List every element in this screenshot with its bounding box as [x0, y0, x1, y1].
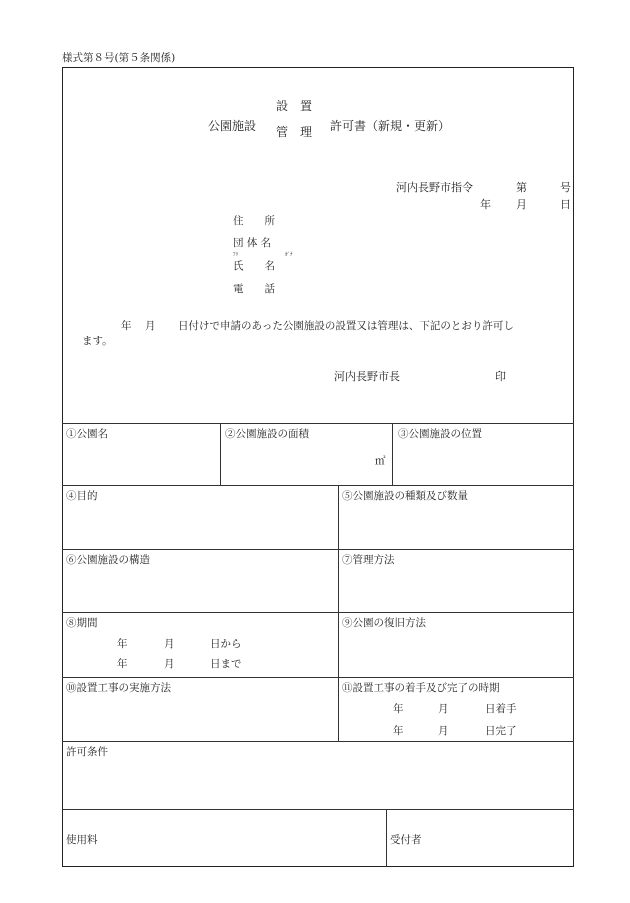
field-park-name-label: ①公園名: [66, 428, 108, 440]
issue-number-prefix: 河内長野市指令: [396, 181, 473, 194]
field-restoration-label: ⑨公園の復旧方法: [342, 617, 426, 629]
row-divider-2: [62, 485, 574, 486]
issue-date-month: 月: [516, 198, 527, 211]
issue-number-go: 号: [560, 181, 571, 194]
timing-start-day: 日着手: [485, 703, 517, 715]
row-divider-1: [62, 423, 574, 424]
col-divider-row1-a: [220, 423, 221, 485]
issue-number-dai: 第: [516, 181, 527, 194]
period-from-month: 月: [164, 638, 175, 650]
applicant-name-ruby-right: ｶﾞﾅ: [285, 252, 293, 258]
title-prefix: 公園施設: [208, 119, 257, 133]
body-month: 月: [145, 320, 156, 332]
col-divider-row1-b: [392, 423, 393, 485]
body-year: 年: [121, 320, 132, 332]
timing-start-year: 年: [393, 703, 404, 715]
field-conditions-label: 許可条件: [66, 746, 108, 758]
body-text-line2: ます。: [82, 335, 113, 347]
col-divider-middle: [338, 485, 339, 741]
body-text-line1: 日付けで申請のあった公園施設の設置又は管理は、下記のとおり許可し: [178, 320, 514, 332]
field-fee-label: 使用料: [66, 834, 98, 846]
field-receiver-label: 受付者: [390, 834, 422, 846]
issue-date-year: 年: [480, 198, 491, 211]
period-to-month: 月: [164, 658, 175, 670]
period-to-day: 日まで: [210, 658, 242, 670]
area-unit: ㎡: [375, 455, 386, 467]
issuer-name: 河内長野市長: [334, 370, 400, 383]
timing-end-month: 月: [438, 725, 449, 737]
col-divider-bottom: [386, 809, 387, 867]
field-facility-location-label: ③公園施設の位置: [398, 428, 482, 440]
applicant-name-label: 氏 名: [233, 260, 275, 272]
timing-end-year: 年: [393, 725, 404, 737]
timing-end-day: 日完了: [485, 725, 517, 737]
title-suffix: 許可書（新規・更新）: [330, 119, 451, 133]
row-divider-6: [62, 741, 574, 742]
field-facility-area-label: ②公園施設の面積: [225, 428, 309, 440]
field-management-label: ⑦管理方法: [342, 554, 395, 566]
field-facility-type-label: ⑤公園施設の種類及び数量: [342, 490, 468, 502]
period-from-year: 年: [117, 638, 128, 650]
applicant-group-label: 団 体 名: [233, 237, 272, 249]
period-from-day: 日から: [210, 638, 242, 650]
field-purpose-label: ④目的: [66, 490, 98, 502]
row-divider-5: [62, 677, 574, 678]
field-construction-method-label: ⑩設置工事の実施方法: [66, 682, 171, 694]
applicant-name-ruby-left: ﾌﾘ: [233, 252, 239, 258]
seal-mark: 印: [495, 370, 506, 383]
applicant-phone-label: 電 話: [233, 283, 275, 295]
form-id: 様式第８号(第５条関係): [62, 52, 176, 64]
row-divider-7: [62, 809, 574, 810]
field-period-label: ⑧期間: [66, 617, 98, 629]
form-frame: [62, 67, 574, 867]
timing-start-month: 月: [438, 703, 449, 715]
applicant-address-label: 住 所: [233, 215, 275, 227]
title-option-manage: 管 理: [276, 125, 313, 139]
row-divider-3: [62, 549, 574, 550]
row-divider-4: [62, 612, 574, 613]
title-option-setup: 設 置: [276, 99, 313, 113]
field-construction-timing-label: ⑪設置工事の着手及び完了の時期: [342, 682, 500, 694]
period-to-year: 年: [117, 658, 128, 670]
issue-date-day: 日: [560, 198, 571, 211]
field-structure-label: ⑥公園施設の構造: [66, 554, 150, 566]
